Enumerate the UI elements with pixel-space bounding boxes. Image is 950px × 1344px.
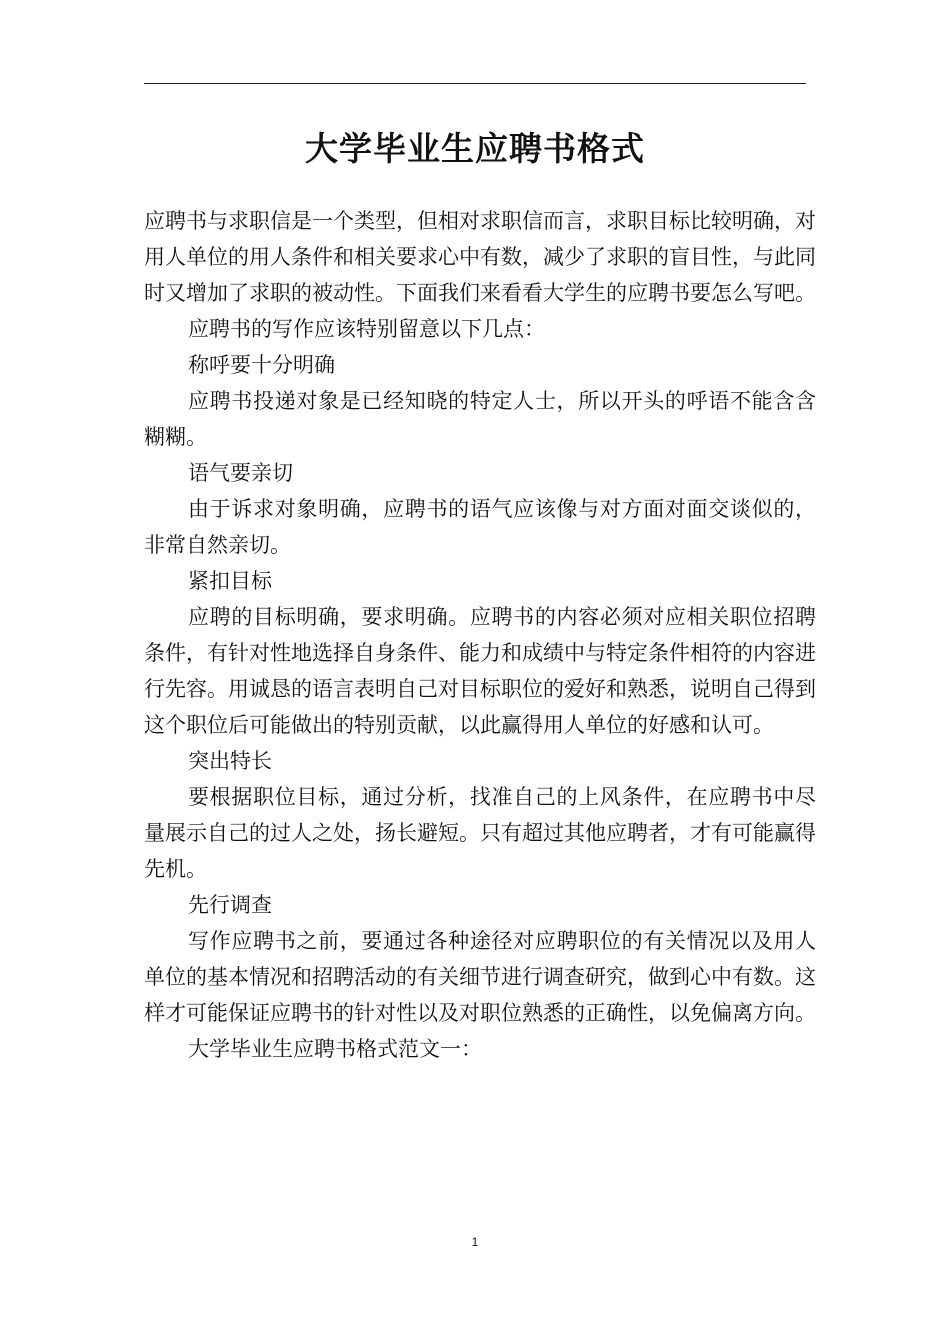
section-body-strengths: 要根据职位目标，通过分析，找准自己的上风条件，在应聘书中尽量展示自己的过人之处，扬长避短。只有超过其他应聘者，才有可能赢得先机。	[144, 785, 816, 881]
section-body-target: 应聘的目标明确，要求明确。应聘书的内容必须对应相关职位招聘条件，有针对性地选择自身条件、能力和成绩中与特定条件相符的内容进行先容。用诚恳的语言表明自己对目标职位的爱好和熟悉，说明自己得到这个职位后可能做出的特别贡献，以此赢得用人单位的好感和认可。	[144, 605, 816, 737]
section-body-salutation: 应聘书投递对象是已经知晓的特定人士，所以开头的呼语不能含含糊糊。	[144, 389, 816, 449]
section-heading-salutation: 称呼要十分明确	[188, 353, 335, 377]
document-title: 大学毕业生应聘书格式	[305, 129, 645, 168]
intro-paragraph: 应聘书与求职信是一个类型，但相对求职信而言，求职目标比较明确，对用人单位的用人条件和相关要求心中有数，减少了求职的盲目性，与此同时又增加了求职的被动性。下面我们来看看大学生的应聘书要怎么写吧。	[144, 209, 816, 305]
section-heading-strengths: 突出特长	[188, 749, 272, 773]
section-heading-tone: 语气要亲切	[188, 461, 293, 485]
document-body	[144, 203, 816, 1067]
points-intro: 应聘书的写作应该特别留意以下几点：	[188, 317, 545, 341]
page-number: 1	[471, 1235, 479, 1249]
section-body-research: 写作应聘书之前，要通过各种途径对应聘职位的有关情况以及用人单位的基本情况和招聘活动的有关细节进行调查研究，做到心中有数。这样才可能保证应聘书的针对性以及对职位熟悉的正确性，以免偏离方向。	[144, 929, 816, 1025]
section-heading-target: 紧扣目标	[188, 569, 272, 593]
section-body-tone: 由于诉求对象明确，应聘书的语气应该像与对方面对面交谈似的，非常自然亲切。	[144, 497, 816, 557]
header-rule	[144, 83, 806, 84]
section-heading-research: 先行调查	[188, 893, 272, 917]
sample-heading: 大学毕业生应聘书格式范文一：	[188, 1037, 482, 1061]
